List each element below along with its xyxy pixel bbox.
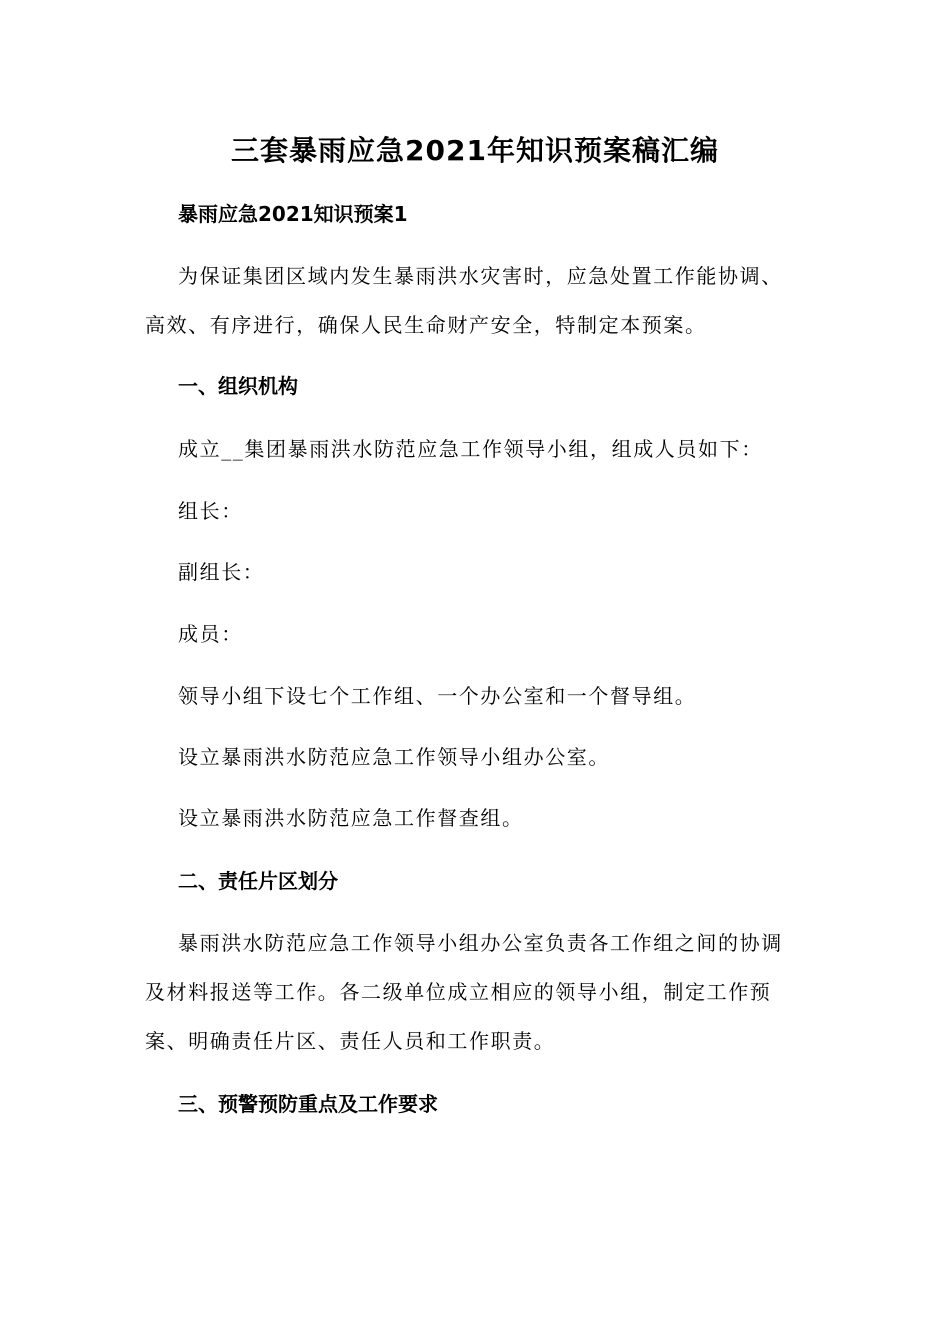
responsibility-line-3: 案、明确责任片区、责任人员和工作职责。: [145, 1029, 556, 1053]
intro-line-1: 为保证集团区域内发生暴雨洪水灾害时，应急处置工作能协调、: [178, 264, 783, 288]
responsibility-line-1: 暴雨洪水防范应急工作领导小组办公室负责各工作组之间的协调: [178, 931, 783, 955]
org-office: 设立暴雨洪水防范应急工作领导小组办公室。: [178, 745, 610, 769]
org-established: 成立__集团暴雨洪水防范应急工作领导小组，组成人员如下：: [178, 437, 763, 461]
org-deputy-leader: 副组长：: [178, 560, 265, 584]
heading-organization: 一、组织机构: [178, 374, 298, 398]
org-inspection: 设立暴雨洪水防范应急工作督查组。: [178, 806, 524, 830]
org-groups: 领导小组下设七个工作组、一个办公室和一个督导组。: [178, 684, 697, 708]
org-members: 成员：: [178, 622, 243, 646]
document-title: 三套暴雨应急2021年知识预案稿汇编: [231, 134, 719, 167]
org-leader: 组长：: [178, 499, 243, 523]
heading-responsibility: 二、责任片区划分: [178, 869, 338, 893]
responsibility-line-2: 及材料报送等工作。各二级单位成立相应的领导小组，制定工作预: [145, 980, 772, 1004]
heading-early-warning: 三、预警预防重点及工作要求: [178, 1092, 438, 1116]
intro-line-2: 高效、有序进行，确保人民生命财产安全，特制定本预案。: [145, 313, 707, 337]
section-title: 暴雨应急2021知识预案1: [178, 202, 408, 226]
